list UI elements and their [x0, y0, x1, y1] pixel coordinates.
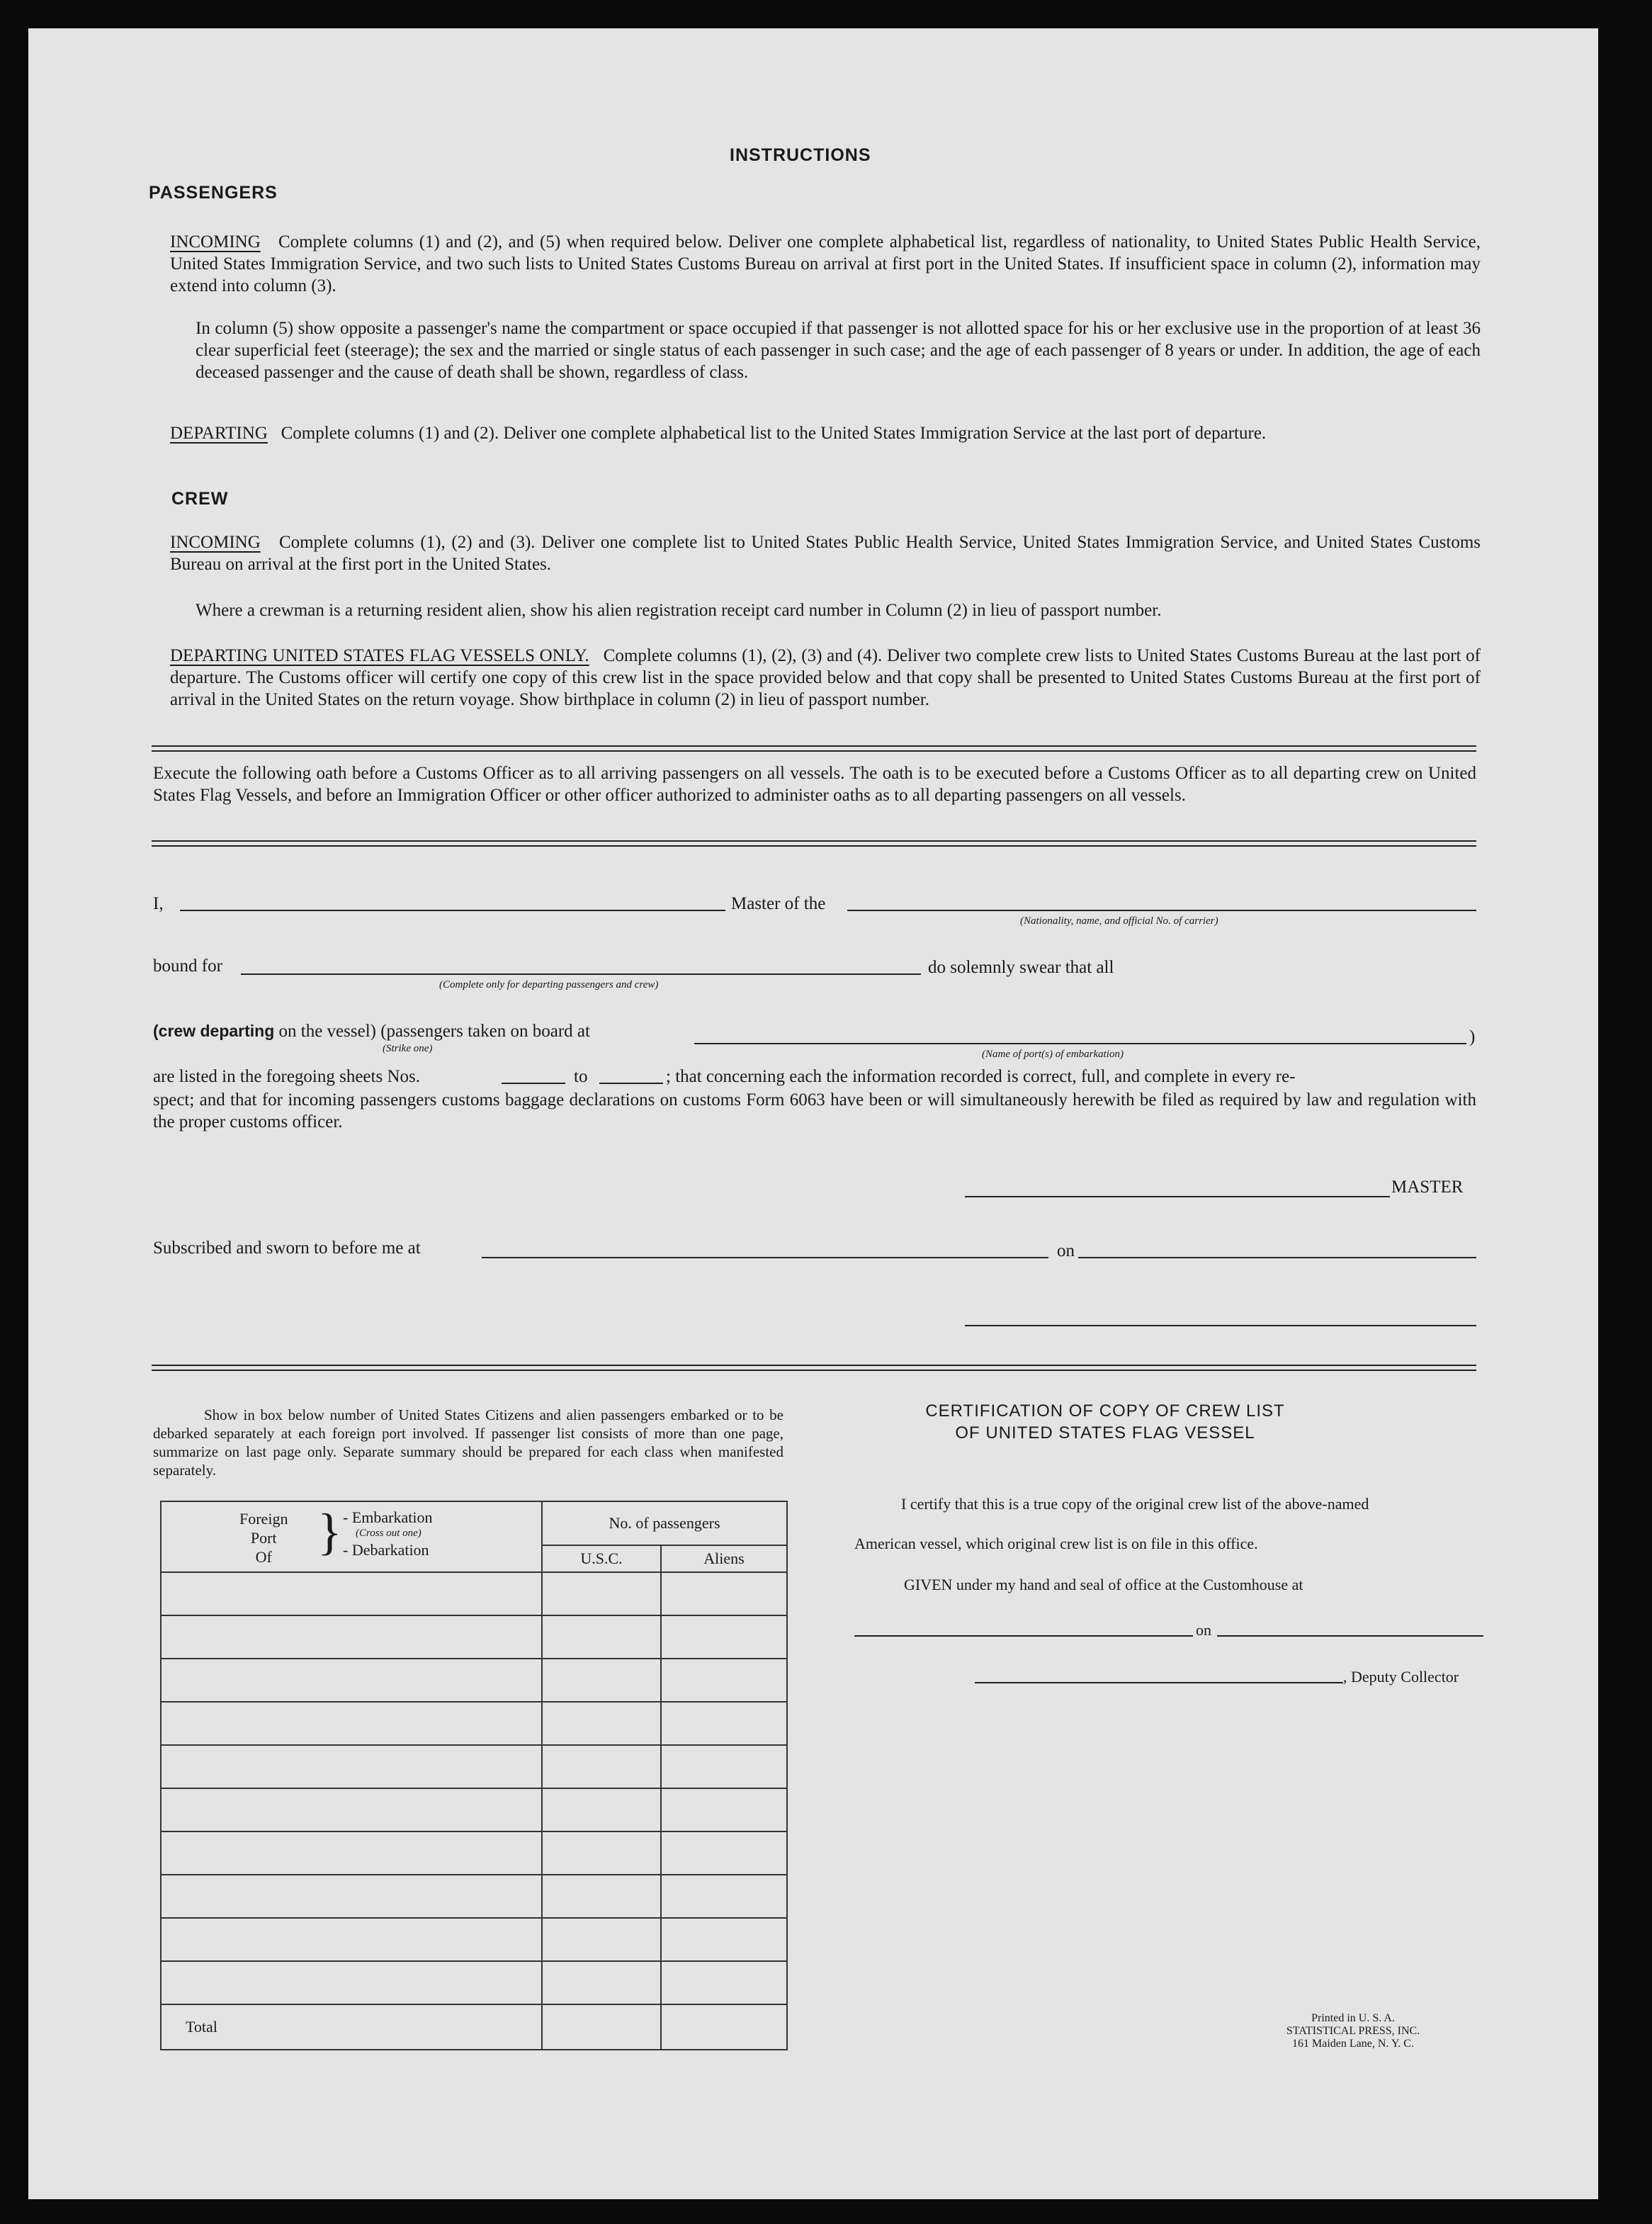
aliens-cell[interactable] — [661, 1615, 787, 1659]
passengers-incoming-label: INCOMING — [170, 232, 261, 252]
given-text: GIVEN under my hand and seal of office at the Customhouse at — [904, 1576, 1303, 1593]
usc-cell[interactable] — [542, 1831, 661, 1875]
embarkation-option[interactable]: - Embarkation — [343, 1508, 433, 1526]
brace-icon: } — [317, 1503, 342, 1560]
total-label: Total — [161, 2004, 542, 2050]
crew-departing-label: DEPARTING UNITED STATES FLAG VESSELS ONLY. — [170, 646, 589, 665]
crew-heading: CREW — [171, 489, 229, 509]
usc-cell[interactable] — [542, 1788, 661, 1831]
master-name-field[interactable] — [180, 910, 725, 911]
aliens-cell[interactable] — [661, 1831, 787, 1875]
usc-cell[interactable] — [542, 1702, 661, 1745]
usc-cell[interactable] — [542, 1745, 661, 1788]
usc-cell[interactable] — [542, 1875, 661, 1918]
no-passengers-header: No. of passengers — [542, 1501, 787, 1545]
cert-date-field[interactable] — [1217, 1635, 1483, 1637]
port-cell[interactable] — [161, 1875, 542, 1918]
officer-signature-field[interactable] — [965, 1325, 1476, 1326]
sheets-to-label: to — [574, 1067, 588, 1086]
passenger-summary-table — [160, 1501, 788, 2050]
foreign-label: Foreign — [239, 1510, 288, 1528]
sheets-from-label: are listed in the foregoing sheets Nos. — [153, 1067, 420, 1086]
port-cell[interactable] — [161, 1788, 542, 1831]
subscribed-label: Subscribed and sworn to before me at — [153, 1238, 421, 1258]
port-cell[interactable] — [161, 1702, 542, 1745]
aliens-cell[interactable] — [661, 1918, 787, 1961]
aliens-cell[interactable] — [661, 1745, 787, 1788]
printer-line2: STATISTICAL PRESS, INC. — [1286, 2025, 1420, 2037]
passengers-departing-paragraph — [170, 422, 1481, 444]
bound-for-label: bound for — [153, 956, 222, 976]
divider — [152, 840, 1476, 847]
deputy-collector-label: , Deputy Collector — [1343, 1668, 1459, 1686]
sworn-on-label: on — [1057, 1241, 1075, 1260]
port-header-cell — [161, 1501, 542, 1572]
of-label: Of — [255, 1548, 272, 1566]
port-label: Port — [250, 1529, 277, 1547]
port-cell[interactable] — [161, 1572, 542, 1615]
debarkation-option[interactable]: - Debarkation — [343, 1541, 429, 1559]
printer-imprint — [1247, 2012, 1459, 2050]
certification-title-line2: OF UNITED STATES FLAG VESSEL — [955, 1423, 1255, 1443]
aliens-cell[interactable] — [661, 1702, 787, 1745]
usc-cell[interactable] — [542, 1918, 661, 1961]
usc-cell[interactable] — [542, 1615, 661, 1659]
cross-out-hint: (Cross out one) — [356, 1528, 422, 1539]
usc-header: U.S.C. — [542, 1545, 661, 1572]
crew-alien-paragraph: Where a crewman is a returning resident alien, show his alien registration receipt card number in Column (2) in lieu of passport number. — [196, 601, 1162, 620]
aliens-cell[interactable] — [661, 1961, 787, 2004]
master-signature-field[interactable] — [965, 1196, 1390, 1197]
crew-incoming-paragraph — [170, 531, 1481, 575]
on-vessel-text: on the vessel) — [278, 1022, 376, 1041]
listed-text-b: ; that concerning each the information recorded is correct, full, and complete in every re- — [666, 1067, 1296, 1086]
aliens-cell[interactable] — [661, 1875, 787, 1918]
port-cell[interactable] — [161, 1961, 542, 2004]
divider — [152, 1365, 1476, 1371]
form-page — [28, 28, 1598, 2199]
sworn-date-field[interactable] — [1078, 1257, 1476, 1258]
sworn-place-field[interactable] — [482, 1257, 1048, 1258]
crew-incoming-label: INCOMING — [170, 533, 261, 552]
port-cell[interactable] — [161, 1745, 542, 1788]
oath-i-label: I, — [153, 894, 164, 913]
port-cell[interactable] — [161, 1659, 542, 1702]
certify-text-a: I certify that this is a true copy of the original crew list of the above-named — [901, 1495, 1369, 1513]
listed-text-c: spect; and that for incoming passengers customs baggage declarations on customs Form 6063 have been or will simultaneously herewith be filed as required by law and regulation with the proper customs officer. — [153, 1090, 1476, 1131]
strike-one-hint: (Strike one) — [383, 1043, 433, 1054]
aliens-cell[interactable] — [661, 1572, 787, 1615]
port-cell[interactable] — [161, 1918, 542, 1961]
close-paren: ) — [1469, 1027, 1476, 1046]
cert-on-label: on — [1196, 1621, 1211, 1639]
crew-departing-option[interactable]: (crew departing — [153, 1022, 275, 1040]
passengers-column5-paragraph: In column (5) show opposite a passenger's name the compartment or space occupied if that passenger is not allotted space for his or her exclusive use in the proportion of at least 36 clear superficial feet (steerage); the sex and the married or single status of each passenger in such case; and the age of each passenger of 8 years or under. In addition, the age of each deceased passenger and the cause of death shall be shown, regardless of class. — [196, 319, 1481, 382]
aliens-cell[interactable] — [661, 1788, 787, 1831]
port-cell[interactable] — [161, 1615, 542, 1659]
carrier-field[interactable] — [847, 910, 1476, 911]
usc-cell[interactable] — [542, 1961, 661, 2004]
embarkation-ports-field[interactable] — [694, 1043, 1466, 1044]
certification-title-line1: CERTIFICATION OF COPY OF CREW LIST — [925, 1401, 1285, 1421]
crew-departing-paragraph — [170, 645, 1481, 711]
crew-departing-text: Complete columns (1), (2), (3) and (4). Deliver two complete crew lists to United States Customs Bureau at the last port of departure. The Customs officer will certify one copy of this crew list in the space provided below and that copy shall be presented to United States Customs Bureau at the first port of arrival in the United States on the return voyage. Show birthplace in column (2) in lieu of passport number. — [170, 646, 1481, 709]
sheet-to-field[interactable] — [599, 1083, 663, 1084]
foreign-port-of — [239, 1509, 288, 1567]
aliens-total-cell[interactable] — [661, 2004, 787, 2050]
passengers-heading: PASSENGERS — [149, 183, 278, 203]
aliens-cell[interactable] — [661, 1659, 787, 1702]
usc-cell[interactable] — [542, 1659, 661, 1702]
oath-intro-paragraph: Execute the following oath before a Customs Officer as to all arriving passengers on all vessels. The oath is to be executed before a Customs Officer as to all departing crew on United States Flag Vessels, and before an Immigration Officer or other officer authorized to administer oaths as to all departing passengers on all vessels. — [153, 764, 1476, 805]
aliens-header: Aliens — [661, 1545, 787, 1572]
deputy-signature-field[interactable] — [975, 1682, 1343, 1683]
usc-total-cell[interactable] — [542, 2004, 661, 2050]
passengers-departing-label: DEPARTING — [170, 424, 268, 443]
ports-hint: (Name of port(s) of embarkation) — [982, 1049, 1124, 1060]
swear-text: do solemnly swear that all — [928, 958, 1114, 977]
port-cell[interactable] — [161, 1831, 542, 1875]
printer-line1: Printed in U. S. A. — [1311, 2012, 1395, 2024]
embark-debark-options — [343, 1509, 432, 1558]
divider — [152, 745, 1476, 752]
bound-for-hint: (Complete only for departing passengers and crew) — [439, 979, 659, 990]
printer-line3: 161 Maiden Lane, N. Y. C. — [1292, 2038, 1414, 2050]
bound-for-field[interactable] — [241, 973, 921, 975]
master-label: MASTER — [1391, 1178, 1464, 1197]
customhouse-field[interactable] — [854, 1635, 1193, 1637]
passengers-incoming-text: Complete columns (1) and (2), and (5) when required below. Deliver one complete alphabetical list, regardless of nationality, to United States Public Health Service, United States Immigration Service, and two such lists to United States Customs Bureau on arrival at first port in the United States. If insufficient space in column (2), information may extend into column (3). — [170, 232, 1481, 295]
summary-instructions: Show in box below number of United States Citizens and alien passengers embarked or to be debarked separately at each foreign port involved. If passenger list consists of more than one page, summarize on last page only. Separate summary should be prepared for each class when manifested separately. — [153, 1406, 783, 1479]
strike-one-options — [153, 1022, 590, 1042]
passengers-taken-option[interactable]: (passengers taken on board at — [380, 1022, 590, 1041]
usc-cell[interactable] — [542, 1572, 661, 1615]
master-of-the-label: Master of the — [731, 894, 826, 913]
instructions-title: INSTRUCTIONS — [730, 145, 871, 165]
certify-text-b: American vessel, which original crew list is on file in this office. — [854, 1535, 1258, 1552]
certification-title — [878, 1400, 1332, 1444]
passengers-incoming-paragraph — [170, 231, 1481, 297]
crew-incoming-text: Complete columns (1), (2) and (3). Deliver one complete list to United States Public Health Service, United States Immigration Service, and United States Customs Bureau on arrival at the first port in the United States. — [170, 533, 1481, 574]
sheet-from-field[interactable] — [502, 1083, 565, 1084]
carrier-hint: (Nationality, name, and official No. of carrier) — [1020, 915, 1218, 927]
passengers-departing-text: Complete columns (1) and (2). Deliver one complete alphabetical list to the United States Immigration Service at the last port of departure. — [281, 424, 1267, 443]
